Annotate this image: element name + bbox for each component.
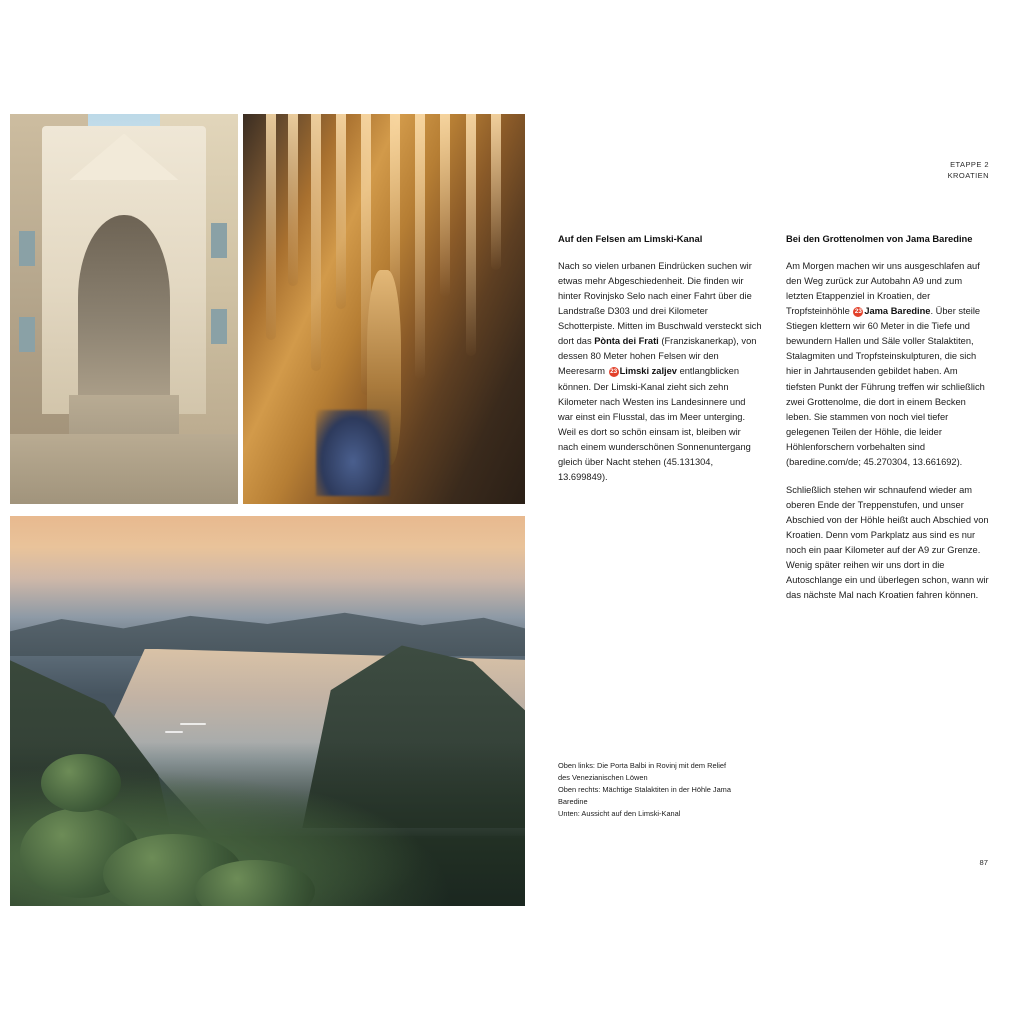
running-head-line-1: ETAPPE 2 bbox=[950, 160, 989, 169]
window-shutter bbox=[19, 317, 35, 352]
cave-pool bbox=[316, 410, 389, 496]
photo-porta-balbi-rovinj bbox=[10, 114, 238, 504]
photo-jama-baredine-stalactites bbox=[243, 114, 525, 504]
caption-line-2: des Venezianischen Löwen bbox=[558, 772, 648, 782]
poi-number-badge: 23 bbox=[610, 368, 618, 376]
bush bbox=[41, 754, 121, 812]
paragraph-part: Nach so vielen urbanen Eindrücken suchen wir etwas mehr Abgeschiedenheit. Die finden wir hinter Rovinjsko Selo nach einer Fahrt über die Landstraße D303 und drei Kilometer Schotterpiste. Mitten im Buschwald versteckt sich dort das bbox=[558, 261, 762, 347]
section-heading-limski: Auf den Felsen am Limski-Kanal bbox=[558, 233, 703, 244]
window-shutter bbox=[211, 309, 227, 344]
poi-ponta-dei-frati: Pònta dei Frati bbox=[594, 336, 659, 347]
caption-line-3: Oben rechts: Mächtige Stalaktiten in der Höhle Jama bbox=[558, 784, 731, 794]
caption-line-5: Unten: Aussicht auf den Limski-Kanal bbox=[558, 808, 681, 818]
paragraph-part: (Franziskanerkap), von dessen 80 Meter hohen Felsen wir den Meeresarm bbox=[558, 336, 757, 377]
boat bbox=[180, 723, 206, 725]
caption-line-1: Oben links: Die Porta Balbi in Rovinj mit dem Relief bbox=[558, 761, 726, 770]
section-heading-grottenolme: Bei den Grottenolmen von Jama Baredine bbox=[786, 233, 973, 244]
text-column-left bbox=[558, 232, 762, 485]
text-column-right bbox=[786, 232, 990, 603]
running-head bbox=[799, 160, 989, 182]
caption-line-4: Baredine bbox=[558, 796, 588, 806]
window-shutter bbox=[19, 231, 35, 266]
stalactite bbox=[440, 114, 450, 297]
page-number: 87 bbox=[979, 858, 988, 867]
boat bbox=[165, 731, 183, 733]
poi-limski-zaljev: Limski zaljev bbox=[619, 366, 677, 377]
photo-limski-kanal bbox=[10, 516, 525, 906]
stalactite bbox=[466, 114, 476, 356]
paragraph-part: Am Morgen machen wir uns ausgeschlafen auf den Weg zurück zur Autobahn A9 und zum letzten Etappenziel in Kroatien, der Tropfsteinhöhle bbox=[786, 261, 980, 317]
stalactite bbox=[266, 114, 276, 340]
paragraph-limski bbox=[558, 259, 762, 485]
stalactite bbox=[336, 114, 346, 309]
stalactite bbox=[311, 114, 321, 371]
paragraph-abschied: Schließlich stehen wir schnaufend wieder am oberen Ende der Treppenstufen, und unser Abschied von der Höhle heißt auch Abschied von Kroatien. Denn vom Parkplatz aus sind es nur noch ein paar Kilometer auf der A9 zur Grenze. Wenig später reihen wir uns dort in die Autoschlange ein und überlegen schon, wann wir das nächste Mal nach Kroatien fahren können. bbox=[786, 484, 989, 601]
distant-hills bbox=[10, 594, 525, 656]
stalactite bbox=[288, 114, 298, 286]
running-head-line-2: KROATIEN bbox=[947, 170, 989, 180]
stalactite bbox=[491, 114, 501, 270]
paragraph-part: entlangblicken können. Der Limski-Kanal zieht sich zehn Kilometer nach Westen ins Landesinnere und war einst ein Flusstal, das im Meer unterging. Weil es dort so schön einsam ist, bleiben wir nach einem wunderschönen Sonnenuntergang gleich über Nacht stehen (45.131304, 13.699849). bbox=[558, 366, 751, 482]
poi-number-badge: 23 bbox=[854, 308, 862, 316]
paragraph-part: . Über steile Stiegen klettern wir 60 Meter in die Tiefe und bewundern Hallen und Säle voller Stalaktiten, Stalagmiten und Tropfsteinskulpturen, die sich hier in Jahrtausenden gebildet haben. Am tiefsten Punkt der Führung treffen wir schließlich zwei Grottenolme, die dort in einem Becken leben. Sie stammen von noch viel tiefer gelegenen Teilen der Höhle, die leider Höhlenforschern vorbehalten sind (baredine.com/de; 45.270304, 13.661692). bbox=[786, 306, 985, 467]
stalactite bbox=[415, 114, 425, 379]
poi-jama-baredine: Jama Baredine bbox=[864, 306, 931, 317]
photo-captions bbox=[558, 760, 763, 820]
cobblestone-ground bbox=[10, 434, 238, 504]
window-shutter bbox=[211, 223, 227, 258]
paragraph-baredine bbox=[786, 259, 990, 470]
